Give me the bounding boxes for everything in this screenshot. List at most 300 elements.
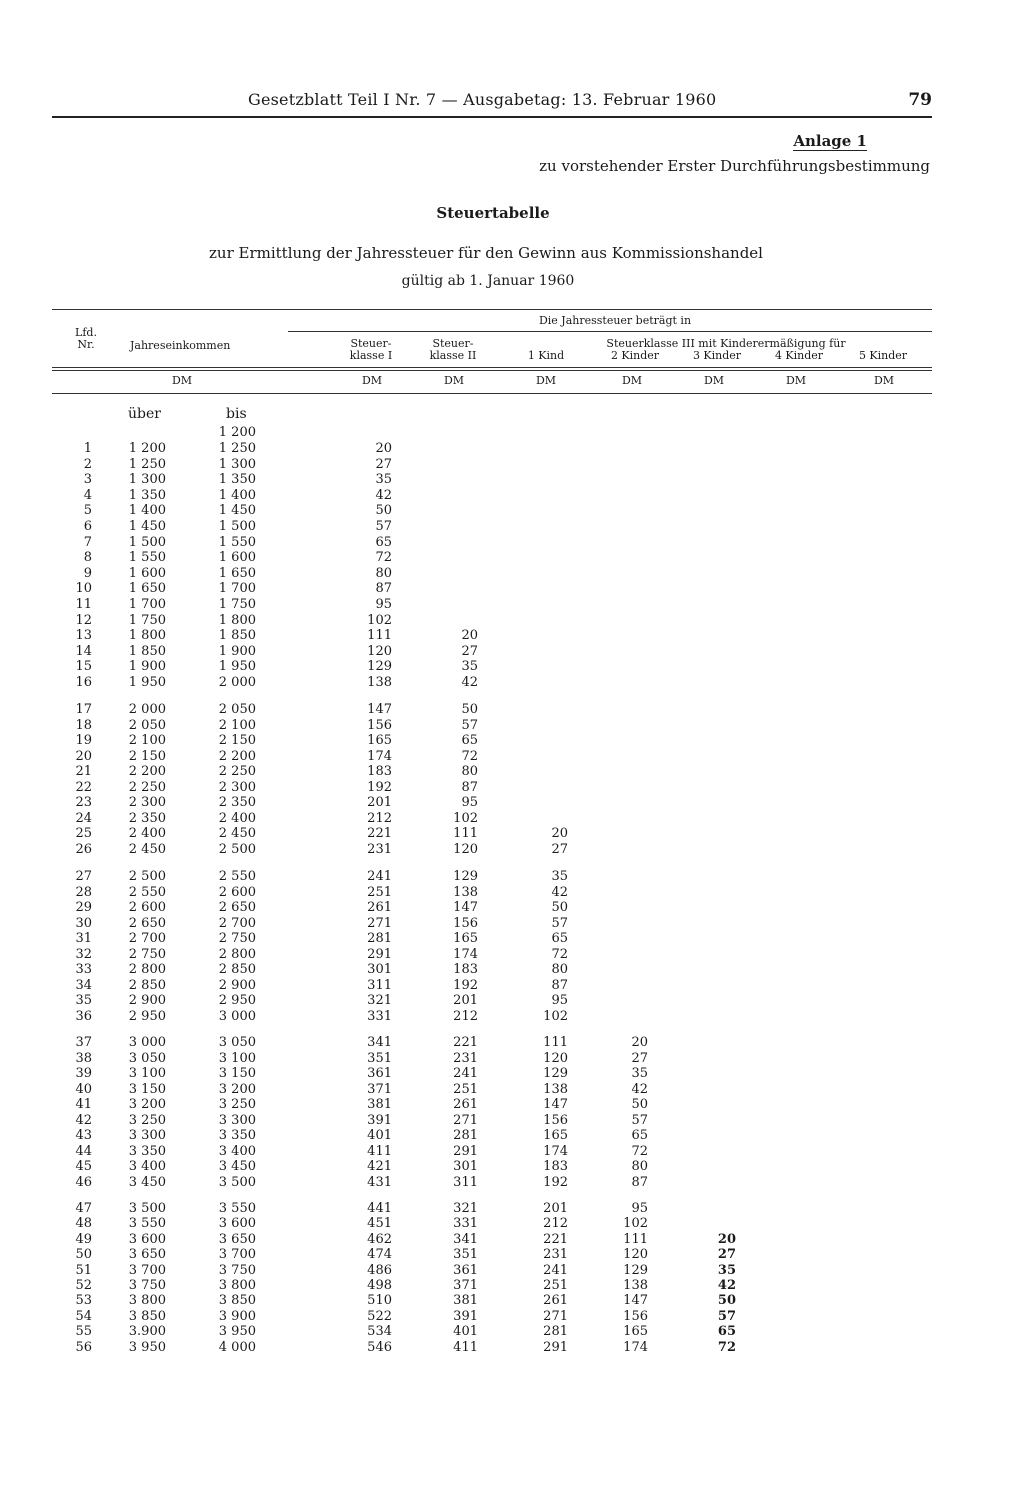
row-number: 39 <box>75 1066 92 1081</box>
income-to: 2 700 <box>218 915 256 931</box>
table-row <box>0 644 1024 659</box>
tax-klasse-1: 391 <box>367 1112 392 1128</box>
tax-klasse-1: 183 <box>367 764 392 779</box>
tax-1-kind: 87 <box>551 977 568 993</box>
income-to: 3 800 <box>218 1278 256 1293</box>
tax-klasse-2: 391 <box>453 1308 478 1324</box>
tax-1-kind: 72 <box>551 946 568 962</box>
income-to: 1 400 <box>218 487 256 503</box>
row-number: 19 <box>75 733 92 748</box>
tax-2-kinder: 65 <box>631 1128 648 1143</box>
income-from: 1 250 <box>128 456 166 472</box>
row-number: 49 <box>75 1231 92 1247</box>
first-bound: 1 200 <box>218 425 256 440</box>
tax-1-kind: 120 <box>543 1050 568 1066</box>
tax-1-kind: 102 <box>543 1008 568 1024</box>
table-row <box>0 1128 1024 1143</box>
row-number: 15 <box>75 659 92 675</box>
tax-klasse-1: 331 <box>367 1008 392 1024</box>
tax-klasse-1: 20 <box>375 441 392 456</box>
header-klasse-3-group: Steuerklasse III mit Kinderermäßigung für <box>606 337 846 350</box>
header-2-kinder: 2 Kinder <box>610 349 660 362</box>
tax-1-kind: 183 <box>543 1159 568 1174</box>
table-row <box>0 962 1024 977</box>
tax-1-kind: 221 <box>543 1231 568 1247</box>
row-number: 55 <box>75 1324 92 1340</box>
unit-1-kind: DM <box>535 374 557 387</box>
row-number: 23 <box>75 795 92 810</box>
income-from: 3 600 <box>128 1231 166 1247</box>
table-row <box>0 1293 1024 1308</box>
income-to: 1 600 <box>218 550 256 566</box>
income-from: 3 100 <box>128 1066 166 1081</box>
annex-subtitle: zu vorstehender Erster Durchführungsbestimmung <box>539 157 930 175</box>
tax-1-kind: 27 <box>551 841 568 857</box>
document-title: Steuertabelle <box>436 204 550 222</box>
unit-5-kinder: DM <box>873 374 895 387</box>
tax-klasse-2: 351 <box>453 1247 478 1263</box>
income-from: 1 350 <box>128 487 166 503</box>
income-from: 3 300 <box>128 1128 166 1143</box>
income-to: 1 500 <box>218 519 256 534</box>
header-1-kind: 1 Kind <box>527 349 565 362</box>
income-to: 3 450 <box>218 1159 256 1174</box>
row-number: 30 <box>75 915 92 931</box>
income-from: 3 400 <box>128 1159 166 1174</box>
income-from: 3 550 <box>128 1216 166 1232</box>
tax-klasse-2: 129 <box>453 869 478 884</box>
row-number: 45 <box>75 1159 92 1174</box>
tax-klasse-2: 221 <box>453 1035 478 1050</box>
tax-1-kind: 42 <box>551 884 568 900</box>
table-row <box>0 550 1024 565</box>
tax-klasse-2: 261 <box>453 1097 478 1112</box>
table-row <box>0 780 1024 795</box>
header-3-kinder: 3 Kinder <box>692 349 742 362</box>
table-row <box>0 702 1024 717</box>
tax-klasse-1: 221 <box>367 826 392 841</box>
row-number: 26 <box>75 841 92 857</box>
tax-klasse-1: 301 <box>367 962 392 977</box>
table-row <box>0 1113 1024 1128</box>
row-number: 44 <box>75 1143 92 1159</box>
tax-1-kind: 165 <box>543 1128 568 1143</box>
income-from: 2 850 <box>128 977 166 993</box>
income-to: 1 450 <box>218 503 256 519</box>
income-to: 2 400 <box>218 810 256 826</box>
table-row <box>0 749 1024 764</box>
income-from: 3 150 <box>128 1081 166 1097</box>
table-row <box>0 1097 1024 1112</box>
row-number: 21 <box>75 764 92 779</box>
row-number: 43 <box>75 1128 92 1143</box>
income-to: 1 550 <box>218 534 256 550</box>
row-number: 11 <box>75 597 92 612</box>
tax-klasse-2: 192 <box>453 977 478 993</box>
tax-3-kinder: 20 <box>717 1231 736 1247</box>
row-number: 22 <box>75 779 92 795</box>
tax-klasse-1: 201 <box>367 795 392 810</box>
income-from: 2 300 <box>128 795 166 810</box>
row-number: 33 <box>75 962 92 977</box>
table-row <box>0 1159 1024 1174</box>
row-number: 16 <box>75 675 92 690</box>
income-to: 1 850 <box>218 628 256 644</box>
unit-3-kinder: DM <box>703 374 725 387</box>
tax-2-kinder: 87 <box>631 1174 648 1190</box>
tax-klasse-1: 261 <box>367 900 392 915</box>
income-to: 3 250 <box>218 1097 256 1112</box>
income-from: 2 450 <box>128 841 166 857</box>
row-number: 51 <box>75 1262 92 1278</box>
tax-1-kind: 174 <box>543 1143 568 1159</box>
row-number: 41 <box>75 1097 92 1112</box>
header-5-kinder: 5 Kinder <box>858 349 908 362</box>
tax-klasse-2: 371 <box>453 1278 478 1293</box>
income-to: 2 800 <box>218 946 256 962</box>
table-row <box>0 488 1024 503</box>
income-from: 2 000 <box>128 702 166 717</box>
tax-klasse-1: 451 <box>367 1216 392 1232</box>
income-from: 2 750 <box>128 946 166 962</box>
tax-1-kind: 65 <box>551 931 568 946</box>
row-number: 47 <box>75 1201 92 1216</box>
income-from: 3 700 <box>128 1262 166 1278</box>
row-number: 36 <box>75 1008 92 1024</box>
tax-1-kind: 281 <box>543 1324 568 1340</box>
tax-klasse-2: 361 <box>453 1262 478 1278</box>
income-to: 2 850 <box>218 962 256 977</box>
row-number: 28 <box>75 884 92 900</box>
income-from: 2 900 <box>128 993 166 1008</box>
income-to: 1 950 <box>218 659 256 675</box>
row-number: 56 <box>75 1339 92 1355</box>
income-from: 1 900 <box>128 659 166 675</box>
tax-1-kind: 291 <box>543 1339 568 1355</box>
income-to: 1 650 <box>218 565 256 581</box>
income-to: 3 650 <box>218 1231 256 1247</box>
tax-klasse-2: 281 <box>453 1128 478 1143</box>
tax-klasse-2: 401 <box>453 1324 478 1340</box>
row-number: 35 <box>75 993 92 1008</box>
table-row <box>0 675 1024 690</box>
income-from: 3 950 <box>128 1339 166 1355</box>
income-from: 2 400 <box>128 826 166 841</box>
table-row <box>0 947 1024 962</box>
table-row <box>0 472 1024 487</box>
tax-1-kind: 20 <box>551 826 568 841</box>
unit-klasse-1: DM <box>361 374 383 387</box>
header-4-kinder: 4 Kinder <box>774 349 824 362</box>
row-number: 48 <box>75 1216 92 1232</box>
tax-2-kinder: 42 <box>631 1081 648 1097</box>
tax-klasse-2: 241 <box>453 1066 478 1081</box>
income-from: 3 250 <box>128 1112 166 1128</box>
tax-klasse-2: 27 <box>461 643 478 659</box>
table-row <box>0 1340 1024 1355</box>
income-from: 3 750 <box>128 1278 166 1293</box>
income-to: 1 300 <box>218 456 256 472</box>
row-number: 14 <box>75 643 92 659</box>
tax-1-kind: 192 <box>543 1174 568 1190</box>
income-to: 1 250 <box>218 441 256 456</box>
row-number: 18 <box>75 717 92 733</box>
table-row <box>0 535 1024 550</box>
income-from: 2 500 <box>128 869 166 884</box>
tax-klasse-1: 174 <box>367 748 392 764</box>
row-number: 20 <box>75 748 92 764</box>
tax-2-kinder: 72 <box>631 1143 648 1159</box>
document-subtitle: zur Ermittlung der Jahressteuer für den Gewinn aus Kommissionshandel <box>209 244 763 262</box>
tax-klasse-2: 165 <box>453 931 478 946</box>
unit-4-kinder: DM <box>785 374 807 387</box>
header-income: Jahreseinkommen <box>130 339 231 352</box>
tax-klasse-2: 50 <box>461 702 478 717</box>
tax-1-kind: 95 <box>551 993 568 1008</box>
tax-klasse-2: 65 <box>461 733 478 748</box>
table-row <box>0 1082 1024 1097</box>
row-number: 13 <box>75 628 92 644</box>
tax-klasse-1: 65 <box>375 534 392 550</box>
tax-klasse-2: 321 <box>453 1201 478 1216</box>
income-from: 2 700 <box>128 931 166 946</box>
table-row <box>0 503 1024 518</box>
table-row <box>0 441 1024 456</box>
tax-klasse-1: 271 <box>367 915 392 931</box>
label-from: über <box>128 406 161 422</box>
group-rule <box>288 331 932 332</box>
income-to: 3 300 <box>218 1112 256 1128</box>
tax-1-kind: 111 <box>543 1035 568 1050</box>
tax-klasse-1: 72 <box>375 550 392 566</box>
table-row <box>0 1144 1024 1159</box>
income-to: 3 550 <box>218 1201 256 1216</box>
row-number: 34 <box>75 977 92 993</box>
tax-1-kind: 201 <box>543 1201 568 1216</box>
income-to: 3 100 <box>218 1050 256 1066</box>
table-row <box>0 581 1024 596</box>
tax-klasse-2: 57 <box>461 717 478 733</box>
tax-2-kinder: 156 <box>623 1308 648 1324</box>
tax-3-kinder: 65 <box>717 1324 736 1340</box>
income-to: 2 200 <box>218 748 256 764</box>
tax-2-kinder: 138 <box>623 1278 648 1293</box>
tax-klasse-1: 291 <box>367 946 392 962</box>
tax-1-kind: 147 <box>543 1097 568 1112</box>
tax-2-kinder: 20 <box>631 1035 648 1050</box>
tax-klasse-2: 183 <box>453 962 478 977</box>
income-from: 1 400 <box>128 503 166 519</box>
tax-klasse-1: 474 <box>367 1247 392 1263</box>
income-to: 3 900 <box>218 1308 256 1324</box>
tax-klasse-1: 361 <box>367 1066 392 1081</box>
tax-klasse-1: 35 <box>375 472 392 488</box>
tax-3-kinder: 35 <box>717 1262 736 1278</box>
tax-2-kinder: 27 <box>631 1050 648 1066</box>
tax-1-kind: 251 <box>543 1278 568 1293</box>
income-from: 3 650 <box>128 1247 166 1263</box>
table-row <box>0 1247 1024 1262</box>
table-row <box>0 457 1024 472</box>
tax-klasse-1: 411 <box>367 1143 392 1159</box>
income-from: 2 600 <box>128 900 166 915</box>
income-to: 3 350 <box>218 1128 256 1143</box>
table-row <box>0 613 1024 628</box>
table-row <box>0 1309 1024 1324</box>
income-to: 2 650 <box>218 900 256 915</box>
tax-klasse-2: 251 <box>453 1081 478 1097</box>
tax-2-kinder: 95 <box>631 1201 648 1216</box>
table-row <box>0 1278 1024 1293</box>
tax-klasse-1: 401 <box>367 1128 392 1143</box>
tax-klasse-1: 421 <box>367 1159 392 1174</box>
tax-klasse-1: 462 <box>367 1231 392 1247</box>
income-from: 2 150 <box>128 748 166 764</box>
tax-klasse-2: 20 <box>461 628 478 644</box>
income-from: 1 500 <box>128 534 166 550</box>
income-to: 2 900 <box>218 977 256 993</box>
row-number: 38 <box>75 1050 92 1066</box>
income-from: 2 650 <box>128 915 166 931</box>
tax-klasse-2: 95 <box>461 795 478 810</box>
tax-klasse-1: 441 <box>367 1201 392 1216</box>
income-from: 2 950 <box>128 1008 166 1024</box>
table-row <box>0 659 1024 674</box>
table-row <box>0 566 1024 581</box>
tax-klasse-2: 120 <box>453 841 478 857</box>
row-number: 24 <box>75 810 92 826</box>
table-row <box>0 993 1024 1008</box>
unit-2-kinder: DM <box>621 374 643 387</box>
tax-klasse-2: 201 <box>453 993 478 1008</box>
table-row <box>0 1232 1024 1247</box>
row-number: 12 <box>75 612 92 628</box>
tax-3-kinder: 50 <box>717 1293 736 1309</box>
row-number: 4 <box>83 487 92 503</box>
table-row <box>0 733 1024 748</box>
table-row <box>0 842 1024 857</box>
income-from: 1 300 <box>128 472 166 488</box>
table-row <box>0 1175 1024 1190</box>
table-row <box>0 900 1024 915</box>
tax-1-kind: 212 <box>543 1216 568 1232</box>
tax-klasse-2: 42 <box>461 675 478 690</box>
row-number: 25 <box>75 826 92 841</box>
tax-klasse-2: 102 <box>453 810 478 826</box>
income-to: 3 400 <box>218 1143 256 1159</box>
tax-klasse-1: 371 <box>367 1081 392 1097</box>
row-number: 42 <box>75 1112 92 1128</box>
row-number: 27 <box>75 869 92 884</box>
income-from: 1 650 <box>128 581 166 597</box>
tax-klasse-1: 281 <box>367 931 392 946</box>
running-head <box>52 88 932 118</box>
tax-3-kinder: 72 <box>717 1339 736 1355</box>
row-number: 32 <box>75 946 92 962</box>
tax-klasse-2: 212 <box>453 1008 478 1024</box>
tax-3-kinder: 42 <box>717 1278 736 1293</box>
unit-rule <box>52 393 932 394</box>
tax-klasse-1: 80 <box>375 565 392 581</box>
row-number: 37 <box>75 1035 92 1050</box>
income-from: 3 200 <box>128 1097 166 1112</box>
tax-klasse-2: 72 <box>461 748 478 764</box>
tax-klasse-2: 301 <box>453 1159 478 1174</box>
tax-klasse-1: 241 <box>367 869 392 884</box>
income-from: 1 600 <box>128 565 166 581</box>
income-from: 3 500 <box>128 1201 166 1216</box>
table-row <box>0 1009 1024 1024</box>
tax-klasse-1: 57 <box>375 519 392 534</box>
income-from: 1 700 <box>128 597 166 612</box>
tax-klasse-1: 231 <box>367 841 392 857</box>
income-to: 2 150 <box>218 733 256 748</box>
table-row <box>0 826 1024 841</box>
validity-line: gültig ab 1. Januar 1960 <box>401 273 575 289</box>
income-to: 2 950 <box>218 993 256 1008</box>
income-from: 2 350 <box>128 810 166 826</box>
table-row <box>0 795 1024 810</box>
label-to: bis <box>226 406 247 422</box>
tax-1-kind: 271 <box>543 1308 568 1324</box>
table-row <box>0 718 1024 733</box>
income-to: 3 000 <box>218 1008 256 1024</box>
row-number: 46 <box>75 1174 92 1190</box>
tax-klasse-2: 381 <box>453 1293 478 1309</box>
table-row <box>0 1201 1024 1216</box>
tax-1-kind: 156 <box>543 1112 568 1128</box>
table-row <box>0 1324 1024 1339</box>
income-to: 1 700 <box>218 581 256 597</box>
tax-klasse-1: 486 <box>367 1262 392 1278</box>
income-from: 3.900 <box>128 1324 166 1340</box>
income-from: 2 550 <box>128 884 166 900</box>
table-row <box>0 978 1024 993</box>
table-row <box>0 1066 1024 1081</box>
income-from: 1 200 <box>128 441 166 456</box>
income-to: 2 000 <box>218 675 256 690</box>
income-to: 4 000 <box>218 1339 256 1355</box>
tax-klasse-1: 165 <box>367 733 392 748</box>
tax-klasse-1: 431 <box>367 1174 392 1190</box>
income-from: 3 450 <box>128 1174 166 1190</box>
tax-klasse-2: 411 <box>453 1339 478 1355</box>
table-row <box>0 931 1024 946</box>
tax-klasse-1: 498 <box>367 1278 392 1293</box>
tax-klasse-2: 87 <box>461 779 478 795</box>
table-row <box>0 597 1024 612</box>
income-from: 2 200 <box>128 764 166 779</box>
table-row <box>0 811 1024 826</box>
tax-klasse-1: 42 <box>375 487 392 503</box>
tax-klasse-1: 192 <box>367 779 392 795</box>
tax-2-kinder: 50 <box>631 1097 648 1112</box>
row-number: 17 <box>75 702 92 717</box>
tax-klasse-2: 311 <box>453 1174 478 1190</box>
income-from: 1 850 <box>128 643 166 659</box>
income-to: 3 200 <box>218 1081 256 1097</box>
row-number: 1 <box>83 441 92 456</box>
income-from: 3 000 <box>128 1035 166 1050</box>
tax-3-kinder: 27 <box>717 1247 736 1263</box>
row-number: 31 <box>75 931 92 946</box>
tax-klasse-2: 80 <box>461 764 478 779</box>
row-number: 2 <box>83 456 92 472</box>
tax-1-kind: 261 <box>543 1293 568 1309</box>
row-number: 52 <box>75 1278 92 1293</box>
income-to: 2 500 <box>218 841 256 857</box>
income-from: 1 800 <box>128 628 166 644</box>
